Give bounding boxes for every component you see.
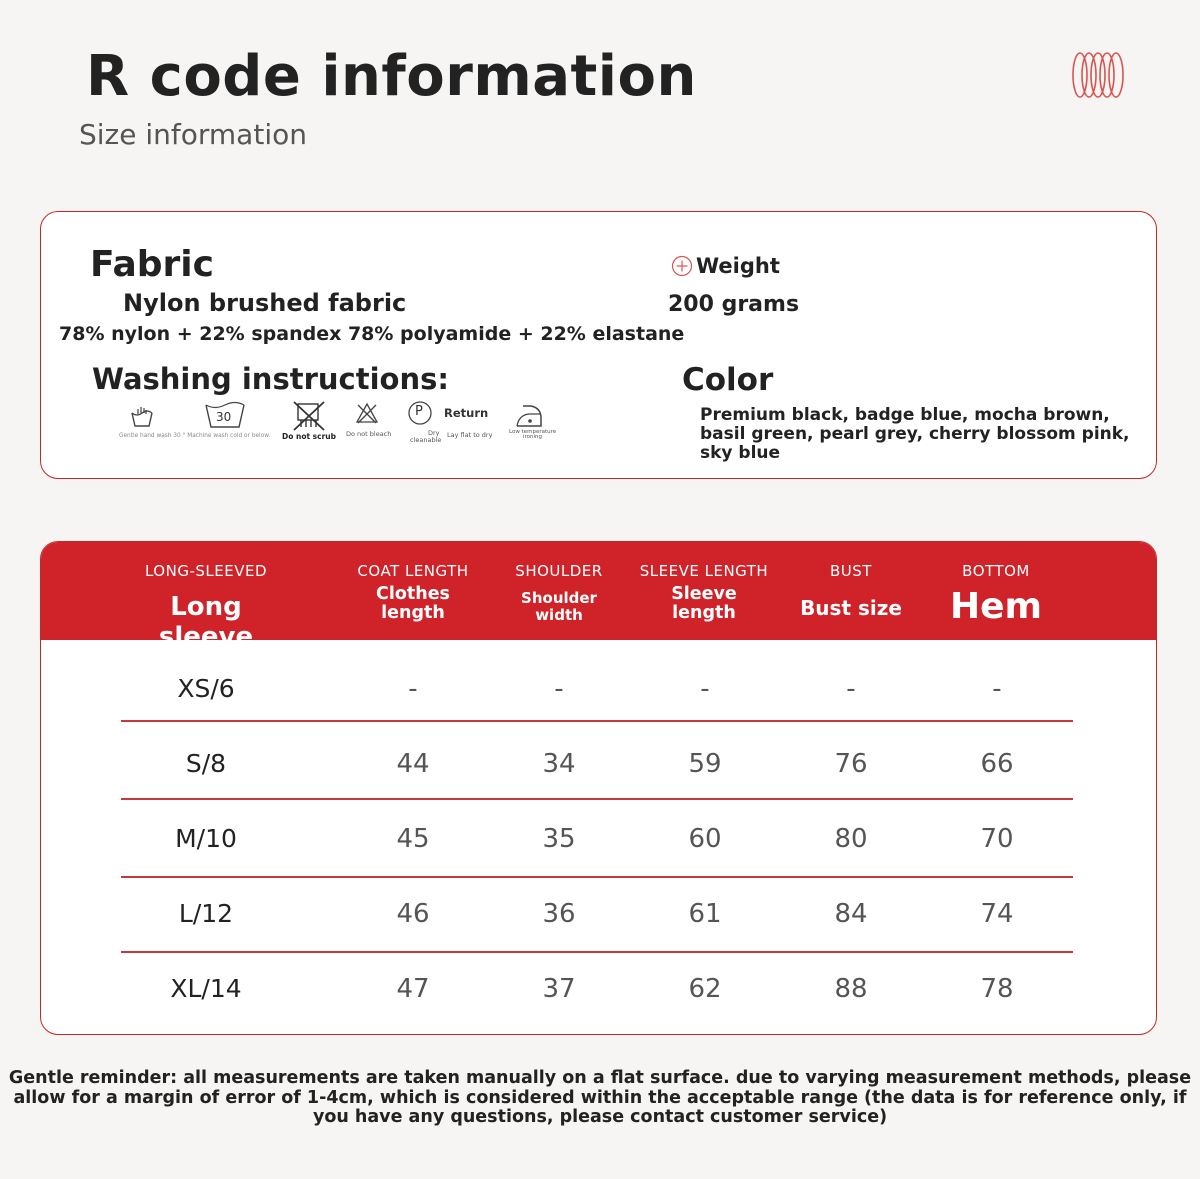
do-not-scrub-icon xyxy=(289,400,329,432)
hem-value: - xyxy=(992,674,1002,704)
weight-heading: Weight xyxy=(696,254,780,278)
fabric-composition: 78% nylon + 22% spandex 78% polyamide + 22% elastane xyxy=(59,323,685,345)
no-scrub-caption: Do not scrub xyxy=(282,432,336,441)
column-header-bottom xyxy=(921,542,1071,640)
row-divider xyxy=(121,798,1073,800)
bust-value: 88 xyxy=(834,974,868,1004)
page-subtitle: Size information xyxy=(79,118,307,151)
hand-wash-caption: Gentle hand wash 30 ° Machine wash cold or below. xyxy=(119,433,271,439)
shoulder-value: - xyxy=(554,674,564,704)
low-temperature-iron-icon xyxy=(511,400,547,432)
no-bleach-caption: Do not bleach xyxy=(346,430,392,438)
coat-length-value: 45 xyxy=(396,824,430,854)
fabric-heading: Fabric xyxy=(90,244,214,285)
shoulder-value: 34 xyxy=(542,749,576,779)
column-header-label: Bust size xyxy=(800,596,902,620)
size-label: M/10 xyxy=(175,824,237,853)
size-label: XS/6 xyxy=(177,674,235,703)
column-header-en: SLEEVE LENGTH xyxy=(639,562,769,580)
size-table xyxy=(40,541,1157,1035)
page-title: R code information xyxy=(86,44,697,109)
size-label: S/8 xyxy=(185,749,227,778)
lay-flat-caption: Lay flat to dry xyxy=(447,431,493,439)
hem-value: 66 xyxy=(980,749,1014,779)
coat-length-value: 44 xyxy=(396,749,430,779)
brand-logo-icon xyxy=(1070,50,1126,100)
return-label: Return xyxy=(444,406,489,420)
sleeve-length-value: 59 xyxy=(688,749,722,779)
bust-value: 76 xyxy=(834,749,868,779)
table-row xyxy=(41,801,1156,877)
hem-value: 70 xyxy=(980,824,1014,854)
shoulder-value: 36 xyxy=(542,899,576,929)
column-header-style xyxy=(131,542,281,652)
size-table-header xyxy=(41,542,1156,652)
iron-caption-1: Low temperature xyxy=(509,429,557,435)
size-label: L/12 xyxy=(178,899,234,928)
fabric-name: Nylon brushed fabric xyxy=(123,289,407,317)
iron-caption-2: ironing xyxy=(523,434,543,440)
wash-temperature: 30 xyxy=(216,410,232,424)
column-header-label: Shoulder width xyxy=(521,589,597,624)
coat-length-value: 46 xyxy=(396,899,430,929)
do-not-bleach-icon xyxy=(354,401,380,425)
column-header-label: Clothes length xyxy=(376,584,450,623)
table-row xyxy=(41,876,1156,952)
column-header-en: BUST xyxy=(830,562,872,580)
column-header-sleeve-length xyxy=(629,542,779,640)
column-header-en: LONG-SLEEVED xyxy=(144,562,267,580)
plus-circle-icon xyxy=(671,255,693,277)
bust-value: - xyxy=(846,674,856,704)
column-header-en: COAT LENGTH xyxy=(357,562,469,580)
weight-value: 200 grams xyxy=(668,292,800,317)
coat-length-value: - xyxy=(408,674,418,704)
bust-value: 80 xyxy=(834,824,868,854)
table-row xyxy=(41,951,1156,1027)
dry-clean-caption-2: cleanable xyxy=(410,436,442,444)
sleeve-length-value: - xyxy=(700,674,710,704)
table-row xyxy=(41,726,1156,802)
sleeve-length-value: 62 xyxy=(688,974,722,1004)
weight-heading-group xyxy=(671,254,780,278)
bust-value: 84 xyxy=(834,899,868,929)
sleeve-length-value: 61 xyxy=(688,899,722,929)
coat-length-value: 47 xyxy=(396,974,430,1004)
column-header-label: Hem xyxy=(949,586,1043,627)
shoulder-value: 35 xyxy=(542,824,576,854)
dry-clean-letter: P xyxy=(415,404,423,419)
column-header-shoulder xyxy=(484,542,634,640)
column-header-en: BOTTOM xyxy=(962,562,1030,580)
table-row xyxy=(41,651,1156,727)
column-header-label: Sleeve length xyxy=(671,584,737,623)
column-header-coat-length xyxy=(338,542,488,640)
washing-heading: Washing instructions: xyxy=(92,362,449,396)
product-info-card xyxy=(40,211,1157,479)
measurement-reminder: Gentle reminder: all measurements are taken manually on a flat surface. due to varying measurement methods, please allow for a margin of error of 1-4cm, which is considered within the acceptable range (the data is for reference only, if you have any questions, please contact customer service) xyxy=(8,1068,1192,1127)
hem-value: 74 xyxy=(980,899,1014,929)
row-divider xyxy=(121,720,1073,722)
color-heading: Color xyxy=(682,362,774,398)
sleeve-length-value: 60 xyxy=(688,824,722,854)
column-header-en: SHOULDER xyxy=(515,562,603,580)
dry-clean-caption-1: Dry xyxy=(428,429,440,437)
shoulder-value: 37 xyxy=(542,974,576,1004)
color-value: Premium black, badge blue, mocha brown, basil green, pearl grey, cherry blossom pink, sky blue xyxy=(700,405,1130,463)
size-label: XL/14 xyxy=(170,974,242,1003)
hand-wash-icon xyxy=(129,405,155,429)
column-header-label: Long sleeve xyxy=(158,592,254,652)
column-header-bust xyxy=(776,542,926,640)
hem-value: 78 xyxy=(980,974,1014,1004)
